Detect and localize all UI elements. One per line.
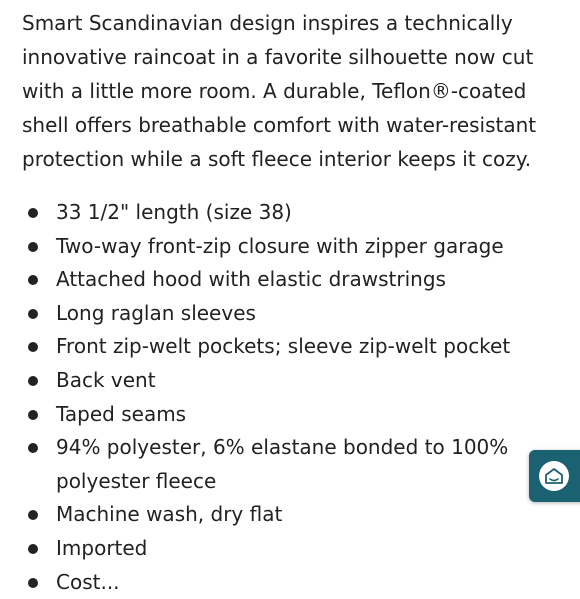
bullet-icon (28, 443, 38, 453)
list-item (22, 398, 568, 432)
home-icon (539, 461, 569, 491)
bullet-icon (28, 510, 38, 520)
feature-text: Two-way front-zip closure with zipper garage (56, 233, 504, 258)
bullet-icon (28, 578, 38, 588)
feature-text: Machine wash, dry flat (56, 502, 283, 527)
feature-text: 33 1/2" length (size 38) (56, 200, 292, 224)
feature-text: Front zip-welt pockets; sleeve zip-welt pocket (56, 334, 511, 359)
bullet-icon (28, 309, 38, 319)
bullet-icon (28, 342, 38, 352)
product-details (22, 6, 568, 599)
feature-text: Taped seams (56, 401, 187, 426)
list-item (22, 566, 568, 599)
product-description: Smart Scandinavian design inspires a technically innovative raincoat in a favorite silhouette now cut with a little more room. A durable, Teflon®-coated shell offers breathable comfort with water-resistant protection while a soft fleece interior keeps it cozy. (22, 11, 537, 171)
bullet-icon (28, 275, 38, 285)
bullet-icon (28, 544, 38, 554)
bullet-icon (28, 242, 38, 252)
home-button[interactable] (529, 450, 580, 502)
feature-text: Attached hood with elastic drawstrings (56, 267, 446, 292)
list-item (22, 431, 568, 498)
bullet-icon (28, 208, 38, 218)
feature-list (22, 196, 568, 599)
feature-text: Long raglan sleeves (56, 300, 256, 325)
list-item (22, 263, 568, 297)
feature-text: Cost... (56, 569, 120, 594)
list-item (22, 532, 568, 566)
list-item (22, 330, 568, 364)
list-item (22, 230, 568, 264)
list-item (22, 297, 568, 331)
bullet-icon (28, 376, 38, 386)
feature-text: 94% polyester, 6% elastane bonded to 100% polyester fleece (56, 435, 509, 493)
list-item (22, 498, 568, 532)
feature-text: Back vent (56, 367, 156, 392)
list-item (22, 196, 568, 230)
bullet-icon (28, 410, 38, 420)
list-item (22, 364, 568, 398)
feature-text: Imported (56, 535, 148, 560)
